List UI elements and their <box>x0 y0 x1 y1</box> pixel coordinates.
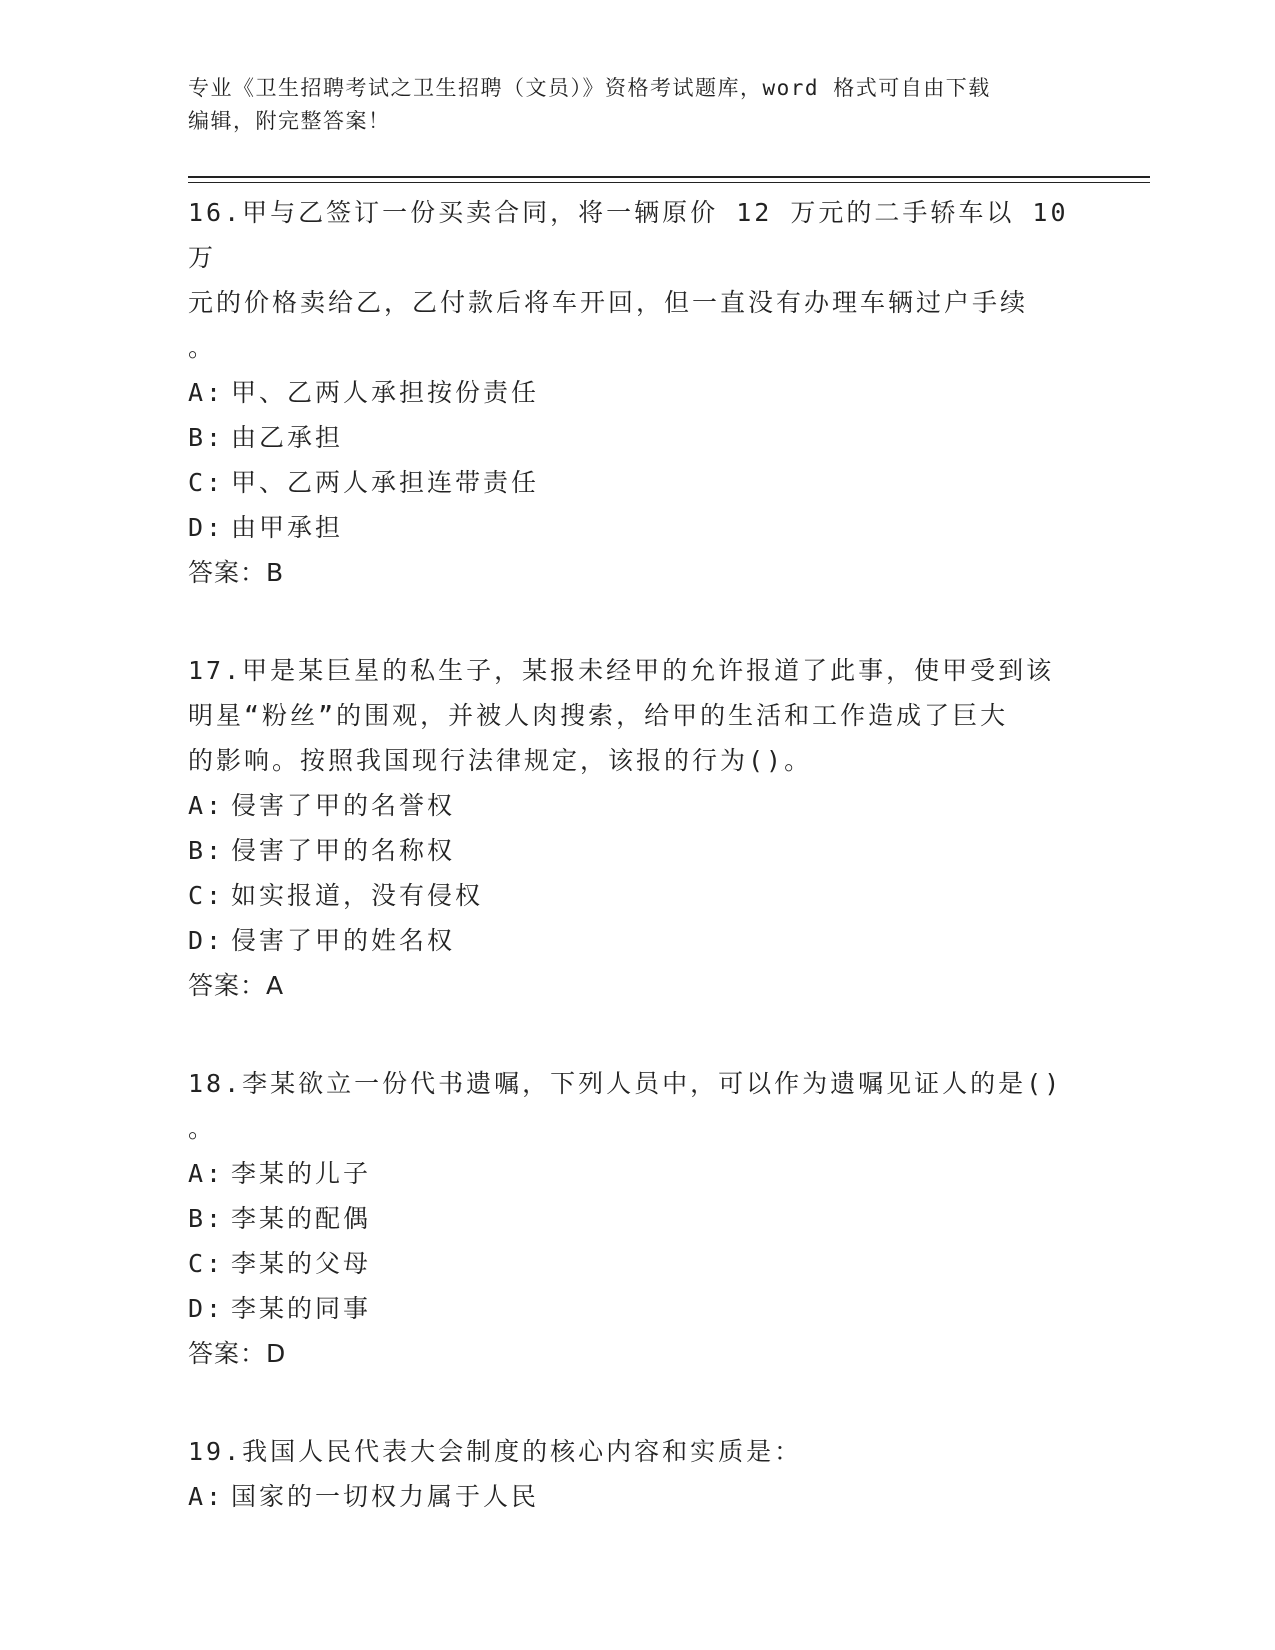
answer-option <box>188 415 1088 460</box>
option-text: 侵害了甲的姓名权 <box>231 926 456 955</box>
option-text: 侵害了甲的名誉权 <box>231 791 456 820</box>
option-key: B: <box>188 1204 225 1233</box>
answer-key: 答案：B <box>188 558 285 587</box>
option-key: C: <box>188 881 225 910</box>
answer-option <box>188 783 1088 828</box>
option-key: D: <box>188 513 225 542</box>
answer-option <box>188 1241 1088 1286</box>
question-stem <box>188 190 1088 370</box>
question-list <box>188 190 1088 1572</box>
question-block <box>188 190 1088 595</box>
answer-option <box>188 1474 1088 1519</box>
question-stem <box>188 648 1088 783</box>
option-key: B: <box>188 836 225 865</box>
answer-key: 答案：A <box>188 971 285 1000</box>
option-text: 李某的配偶 <box>231 1204 372 1233</box>
option-key: A: <box>188 791 225 820</box>
answer-option <box>188 460 1088 505</box>
answer-option <box>188 873 1088 918</box>
option-key: A: <box>188 378 225 407</box>
header-divider-thin <box>188 182 1150 183</box>
option-text: 李某的父母 <box>231 1249 372 1278</box>
option-key: D: <box>188 1294 225 1323</box>
question-block <box>188 648 1088 1008</box>
option-key: D: <box>188 926 225 955</box>
answer-option <box>188 828 1088 873</box>
option-text: 李某的儿子 <box>231 1159 372 1188</box>
option-key: B: <box>188 423 225 452</box>
option-text: 侵害了甲的名称权 <box>231 836 456 865</box>
option-text: 由乙承担 <box>231 423 344 452</box>
question-stem-line: 。 <box>188 1114 217 1143</box>
question-stem <box>188 1429 1088 1474</box>
option-text: 甲、乙两人承担连带责任 <box>231 468 540 497</box>
header-line-1: 专业《卫生招聘考试之卫生招聘（文员）》资格考试题库，word 格式可自由下载 <box>188 76 991 100</box>
answer-option <box>188 505 1088 550</box>
option-text: 李某的同事 <box>231 1294 372 1323</box>
answer-option <box>188 1196 1088 1241</box>
option-text: 甲、乙两人承担按份责任 <box>231 378 540 407</box>
answer-option <box>188 1151 1088 1196</box>
header-divider-thick <box>188 176 1150 178</box>
document-header <box>188 72 1088 138</box>
question-stem-line: 17.甲是某巨星的私生子，某报未经甲的允许报道了此事，使甲受到该 <box>188 656 1055 685</box>
option-key: C: <box>188 1249 225 1278</box>
question-stem-line: 18.李某欲立一份代书遗嘱，下列人员中，可以作为遗嘱见证人的是() <box>188 1069 1063 1098</box>
option-key: A: <box>188 1482 225 1511</box>
option-key: A: <box>188 1159 225 1188</box>
question-block <box>188 1429 1088 1519</box>
answer-option <box>188 370 1088 415</box>
answer-option <box>188 918 1088 963</box>
option-text: 如实报道，没有侵权 <box>231 881 484 910</box>
option-key: C: <box>188 468 225 497</box>
option-text: 国家的一切权力属于人民 <box>231 1482 540 1511</box>
question-stem <box>188 1061 1088 1151</box>
question-stem-line: 元的价格卖给乙，乙付款后将车开回，但一直没有办理车辆过户手续 <box>188 288 1029 317</box>
question-stem-line: 19.我国人民代表大会制度的核心内容和实质是： <box>188 1437 803 1466</box>
option-text: 由甲承担 <box>231 513 344 542</box>
question-stem-line: 16.甲与乙签订一份买卖合同，将一辆原价 12 万元的二手轿车以 10 万 <box>188 198 1087 272</box>
question-stem-line: 明星“粉丝”的围观，并被人肉搜索，给甲的生活和工作造成了巨大 <box>188 701 1009 730</box>
header-line-2: 编辑，附完整答案！ <box>188 109 391 133</box>
question-stem-line: 的影响。按照我国现行法律规定，该报的行为()。 <box>188 746 813 775</box>
question-stem-line: 。 <box>188 333 217 362</box>
question-block <box>188 1061 1088 1376</box>
answer-key: 答案：D <box>188 1339 287 1368</box>
answer-option <box>188 1286 1088 1331</box>
